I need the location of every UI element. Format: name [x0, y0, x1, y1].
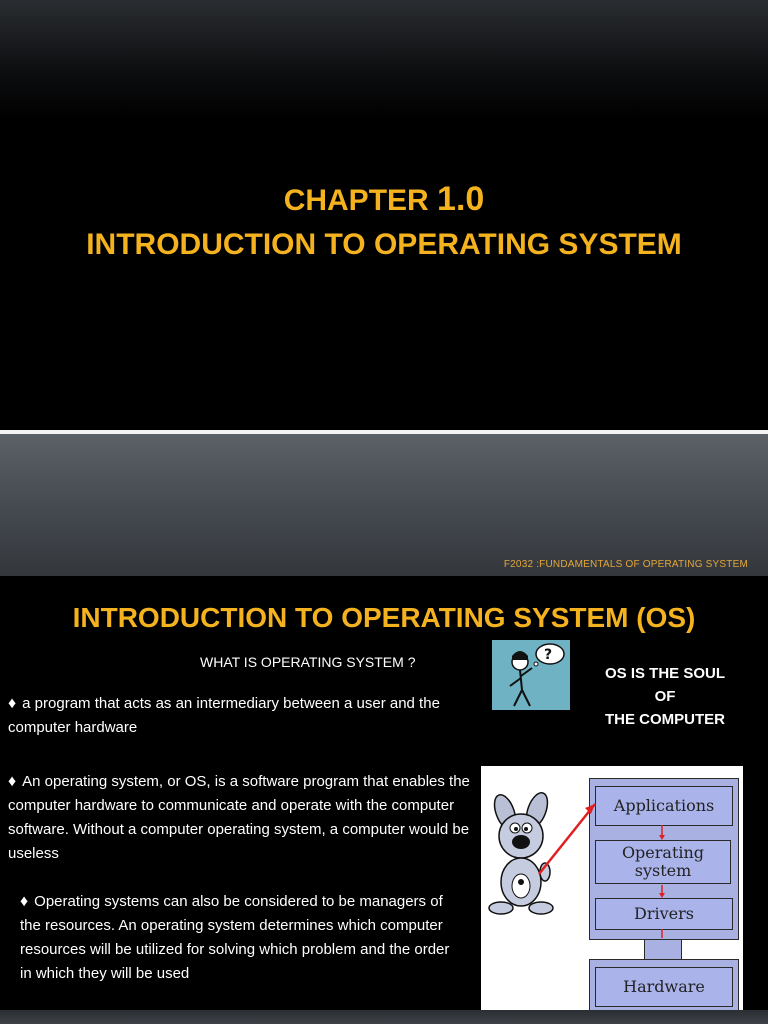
definition-paragraph-2	[8, 770, 478, 866]
bottom-band	[0, 1010, 768, 1024]
paragraph-text: Operating systems can also be considered to be managers of the resources. An operating system determines which computer resources will be utilized for solving which problem and the order in which they will be used	[20, 893, 450, 982]
svg-text:?: ?	[544, 647, 553, 663]
paragraph-text: An operating system, or OS, is a software program that enables the computer hardware to communicate and operate with the computer software. Without a computer operating system, a computer would be useless	[8, 773, 470, 862]
layer-applications: Applications	[595, 786, 733, 826]
layer-drivers: Drivers	[595, 898, 733, 930]
footer-band	[0, 434, 768, 576]
chapter-number: 1.0	[437, 180, 485, 218]
soul-line-1: OS IS THE SOUL	[604, 665, 725, 682]
pointer-arrows-icon	[481, 766, 743, 1024]
layer-hardware: Hardware	[595, 967, 733, 1007]
layer-operating-system: Operating system	[595, 840, 731, 884]
soul-line-2: OF	[654, 688, 676, 705]
footer-course-label: F2032 :FUNDAMENTALS OF OPERATING SYSTEM	[503, 559, 748, 570]
definition-paragraph-1	[8, 692, 478, 740]
os-soul-caption	[580, 662, 750, 731]
diamond-bullet-icon: ♦	[8, 773, 17, 790]
definition-paragraph-3	[20, 890, 460, 986]
thinking-person-image	[492, 640, 570, 710]
title-slide	[0, 0, 768, 430]
slide-title: INTRODUCTION TO OPERATING SYSTEM (OS)	[72, 602, 696, 633]
chapter-heading	[0, 180, 768, 219]
slide-subtitle: WHAT IS OPERATING SYSTEM ?	[200, 654, 416, 670]
diamond-bullet-icon: ♦	[20, 893, 29, 910]
paragraph-text: a program that acts as an intermediary between a user and the computer hardware	[8, 695, 440, 736]
soul-line-3: THE COMPUTER	[605, 711, 725, 728]
chapter-prefix: CHAPTER	[283, 184, 438, 217]
chapter-title: INTRODUCTION TO OPERATING SYSTEM	[86, 228, 682, 261]
os-layer-diagram	[481, 766, 743, 1024]
content-slide	[0, 576, 768, 1024]
diamond-bullet-icon: ♦	[8, 695, 17, 712]
